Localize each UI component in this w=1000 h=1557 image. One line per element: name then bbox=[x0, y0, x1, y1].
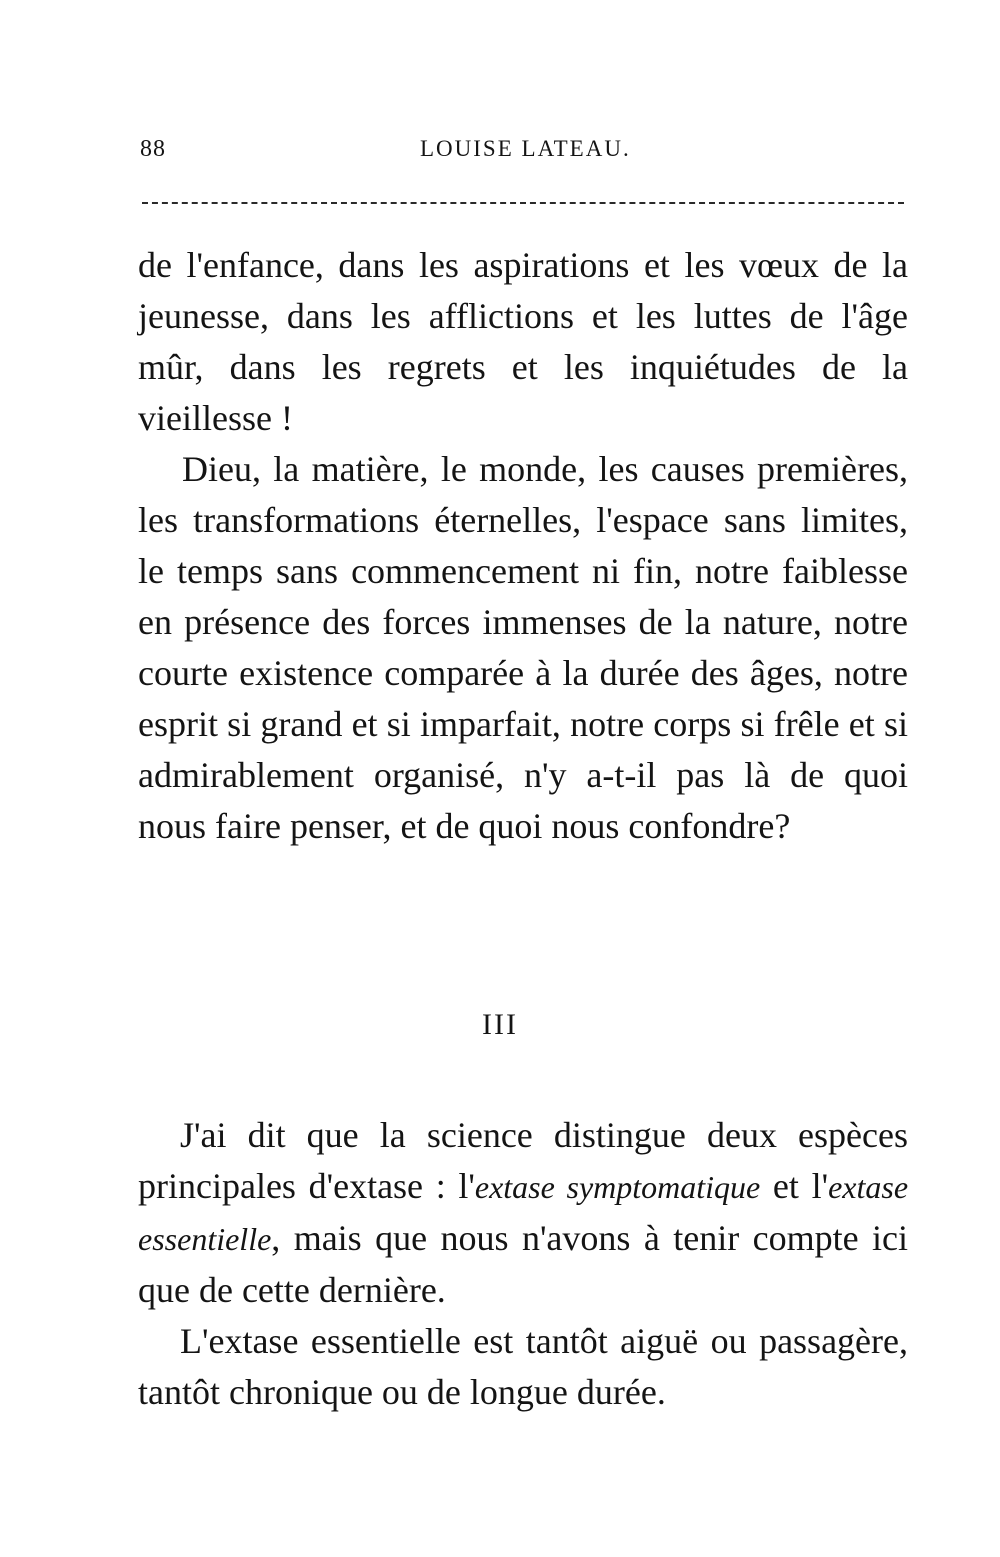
paragraph-text: et l' bbox=[760, 1166, 829, 1206]
page-number: 88 bbox=[140, 136, 166, 162]
italic-term: extase symptomatique bbox=[474, 1169, 761, 1205]
text-block-before-section bbox=[138, 240, 908, 852]
paragraph-dieu: Dieu, la matière, le monde, les causes premières, les transformations éternelles, l'espace sans limites, le temps sans commencement ni fin, notre faiblesse en présence des forces immenses de la nature, notre courte existence comparée à la durée des âges, notre esprit si grand et si imparfait, notre corps si frêle et si admirablement organisé, n'y a-t-il pas là de quoi nous faire penser, et de quoi nous confondre? bbox=[138, 449, 908, 846]
paragraph-extase-essentielle: L'extase essentielle est tantôt aiguë ou passagère, tantôt chronique ou de longue durée. bbox=[138, 1321, 908, 1412]
text-block-after-section bbox=[138, 1110, 908, 1418]
section-number: III bbox=[482, 1008, 518, 1041]
running-title: LOUISE LATEAU. bbox=[420, 136, 631, 161]
page-header bbox=[140, 136, 906, 170]
italic-term: extase essentielle bbox=[138, 1169, 909, 1257]
paragraph-continuation: de l'enfance, dans les aspirations et les vœux de la jeunesse, dans les afflictions et les luttes de l'âge mûr, dans les regrets et les inquiétudes de la vieillesse ! bbox=[138, 245, 908, 438]
paragraph-text: J'ai dit que la science distingue deux espèces principales d'extase : l' bbox=[138, 1115, 908, 1206]
paragraph-extase-types bbox=[138, 1110, 908, 1316]
header-rule bbox=[142, 202, 904, 204]
paragraph-text: , mais que nous n'avons à tenir compte ici que de cette dernière. bbox=[138, 1218, 908, 1310]
